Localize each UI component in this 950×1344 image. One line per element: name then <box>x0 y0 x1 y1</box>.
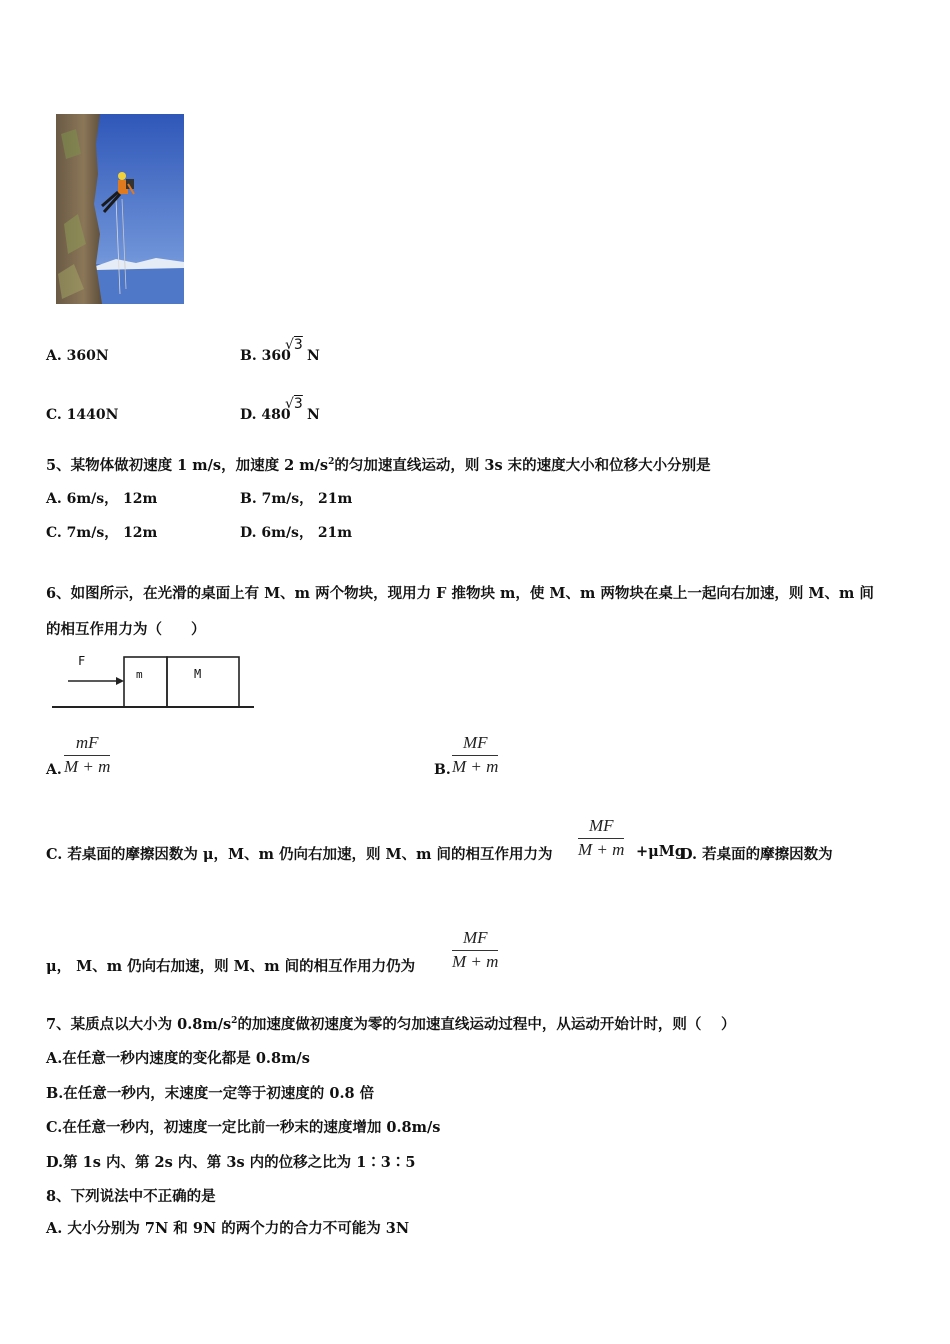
q7-option-c: C.在任意一秒内，初速度一定比前一秒末的速度增加 0.8m/s <box>46 1119 441 1136</box>
q6-stem-line1: 6、如图所示，在光滑的桌面上有 M、m 两个物块，现用力 F 推物块 m，使 M、m 两物块在桌上一起向右加速，则 M、m 间 <box>46 585 874 602</box>
q7-option-a: A.在任意一秒内速度的变化都是 0.8m/s <box>46 1050 310 1067</box>
q6-option-c-denominator: M + m <box>578 840 625 859</box>
q4-option-d-prefix: D. 480 <box>240 407 291 423</box>
q4-option-d-radicand: 3 <box>293 396 303 412</box>
q6-option-c-text: C. 若桌面的摩擦因数为 μ，M、m 仍向右加速，则 M、m 间的相互作用力为 <box>46 846 553 863</box>
q4-option-b-sqrt: √3 <box>285 337 303 353</box>
q7-stem-sup: 2 <box>231 1016 238 1027</box>
q7-stem-part1: 7、某质点以大小为 0.8m/s <box>46 1016 232 1033</box>
big-block-label: M <box>194 667 202 681</box>
q5-stem <box>46 454 711 475</box>
q5-option-b: B. 7m/s， 21m <box>240 491 353 507</box>
q6-option-a-numerator: mF <box>75 733 99 752</box>
q8-option-a: A. 大小分别为 7N 和 9N 的两个力的合力不可能为 3N <box>46 1220 410 1237</box>
q4-option-b-unit: N <box>307 348 320 364</box>
q6-option-a-denominator: M + m <box>64 757 111 776</box>
q6-option-c-numerator: MF <box>588 816 614 835</box>
q7-option-d: D.第 1s 内、第 2s 内、第 3s 内的位移之比为 1∶3∶5 <box>46 1154 416 1171</box>
q6-option-a-label: A. <box>46 762 62 778</box>
q6-option-b-label: B. <box>434 762 451 778</box>
q6-option-d-text1: D. 若桌面的摩擦因数为 <box>680 846 833 863</box>
q6-block-diagram <box>48 650 258 714</box>
small-block-label: m <box>136 668 143 681</box>
q4-option-a: A. 360N <box>46 348 109 364</box>
q4-option-d-sqrt: √3 <box>285 396 303 412</box>
q4-option-d <box>240 407 291 423</box>
force-arrow-head <box>116 677 124 685</box>
force-label: F <box>78 654 86 668</box>
q5-option-d: D. 6m/s， 21m <box>240 525 353 541</box>
big-block-M <box>167 657 239 707</box>
q5-stem-part2: 的匀加速直线运动，则 3s 末的速度大小和位移大小分别是 <box>334 457 711 474</box>
q6-option-d-denominator: M + m <box>452 952 499 971</box>
q4-option-b-prefix: B. 360 <box>240 348 291 364</box>
rock-climber-photo <box>56 114 184 304</box>
q6-option-b-denominator: M + m <box>452 757 499 776</box>
small-block-m <box>124 657 167 707</box>
q6-option-c-fraction <box>578 816 624 860</box>
q7-stem <box>46 1013 735 1034</box>
q6-option-d-fraction <box>452 928 498 972</box>
q5-option-c: C. 7m/s， 12m <box>46 525 158 541</box>
q4-option-b-radicand: 3 <box>293 337 303 353</box>
q6-option-a-fraction <box>64 733 110 777</box>
q6-option-d-text2: μ， M、m 仍向右加速，则 M、m 间的相互作用力仍为 <box>46 958 416 975</box>
q6-option-d-numerator: MF <box>462 928 488 947</box>
q4-option-c: C. 1440N <box>46 407 119 423</box>
q6-option-c-suffix: +μMg <box>636 843 685 860</box>
q5-stem-sup: 2 <box>328 457 335 468</box>
q6-option-b-numerator: MF <box>462 733 488 752</box>
q5-stem-part1: 5、某物体做初速度 1 m/s，加速度 2 m/s <box>46 457 329 474</box>
q4-option-d-unit: N <box>307 407 320 423</box>
q6-stem-line2: 的相互作用力为（ ） <box>46 621 206 638</box>
q7-stem-part2: 的加速度做初速度为零的匀加速直线运动过程中，从运动开始计时，则（ ） <box>237 1016 736 1033</box>
q7-option-b: B.在任意一秒内，末速度一定等于初速度的 0.8 倍 <box>46 1085 375 1102</box>
q5-option-a: A. 6m/s， 12m <box>46 491 158 507</box>
q4-option-b <box>240 348 291 364</box>
q6-option-b-fraction <box>452 733 498 777</box>
q8-stem: 8、下列说法中不正确的是 <box>46 1188 216 1205</box>
